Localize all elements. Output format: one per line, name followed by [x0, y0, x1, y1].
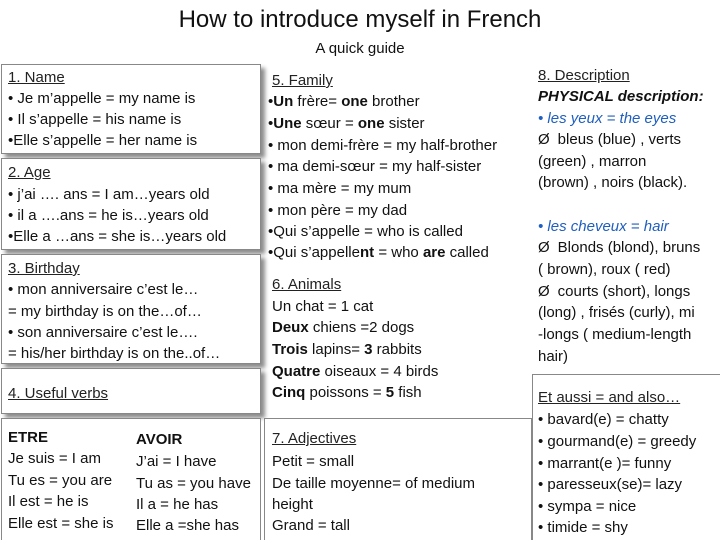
birthday-heading: 3. Birthday: [8, 260, 80, 277]
birthday-line: • mon anniversaire c’est le…: [8, 281, 199, 298]
hair-label: • les cheveux = hair: [538, 218, 669, 235]
also-line: • paresseux(se)= lazy: [538, 476, 683, 493]
family-heading: 5. Family: [272, 72, 333, 89]
family-line: •Une sœur = one sister: [268, 115, 425, 132]
also-line: • sympa = nice: [538, 498, 637, 515]
also-heading: Et aussi = and also…: [538, 389, 681, 406]
avoir-line: Tu as = you have: [136, 475, 251, 492]
description-heading: 8. Description: [538, 67, 630, 84]
eyes-colors-line: (brown) , noirs (black).: [538, 174, 688, 191]
adjectives-line: Grand = tall: [272, 517, 350, 534]
age-line: • il a ….ans = he is…years old: [8, 207, 209, 224]
hair-length-line: Ø courts (short), longs: [538, 283, 691, 300]
hair-colors-line: ( brown), roux ( red): [538, 261, 671, 278]
eyes-colors-line: Ø bleus (blue) , verts: [538, 131, 682, 148]
birthday-line: = my birthday is on the…of…: [8, 303, 202, 320]
adjectives-line: Petit = small: [272, 453, 355, 470]
also-line: • gourmand(e) = greedy: [538, 433, 697, 450]
birthday-line: • son anniversaire c’est le….: [8, 324, 198, 341]
age-line: • j’ai …. ans = I am…years old: [8, 186, 210, 203]
avoir-line: Il a = he has: [136, 496, 219, 513]
arrow-icon: Ø: [538, 131, 550, 148]
animals-line: Quatre oiseaux = 4 birds: [272, 363, 439, 380]
name-line: •Elle s’appelle = her name is: [8, 132, 198, 149]
family-line: • ma demi-sœur = my half-sister: [268, 158, 482, 175]
arrow-icon: Ø: [538, 283, 550, 300]
birthday-line: = his/her birthday is on the..of…: [8, 345, 221, 362]
family-line: • ma mère = my mum: [268, 180, 412, 197]
family-line: •Qui s’appellent = who are called: [268, 244, 489, 261]
also-line: • timide = shy: [538, 519, 628, 536]
animals-heading: 6. Animals: [272, 276, 342, 293]
age-line: •Elle a …ans = she is…years old: [8, 228, 227, 245]
page-title: How to introduce myself in French: [178, 6, 542, 33]
etre-line: Elle est = she is: [8, 515, 114, 532]
name-box: [1, 64, 261, 154]
family-line: •Un frère= one brother: [268, 93, 420, 110]
name-heading: 1. Name: [8, 69, 65, 86]
hair-length-line: -longs ( medium-length: [538, 326, 692, 343]
age-box: [1, 158, 261, 250]
also-line: • bavard(e) = chatty: [538, 411, 669, 428]
etre-line: Je suis = I am: [8, 450, 101, 467]
arrow-icon: Ø: [538, 239, 550, 256]
etre-line: Tu es = you are: [8, 472, 113, 489]
hair-colors-line: Ø Blonds (blond), bruns: [538, 239, 701, 256]
avoir-title: AVOIR: [136, 431, 183, 448]
family-line: •Qui s’appelle = who is called: [268, 223, 463, 240]
eyes-colors-line: (green) , marron: [538, 153, 647, 170]
etre-title: ETRE: [8, 429, 49, 446]
name-line: • Il s’appelle = his name is: [8, 111, 182, 128]
family-line: • mon demi-frère = my half-brother: [268, 137, 498, 154]
verbs-box: [1, 368, 261, 414]
animals-line: Trois lapins= 3 rabbits: [272, 341, 422, 358]
adjectives-box: [264, 418, 532, 540]
family-line: • mon père = my dad: [268, 202, 408, 219]
page-subtitle: A quick guide: [315, 40, 405, 57]
also-line: • marrant(e )= funny: [538, 455, 672, 472]
avoir-line: J’ai = I have: [136, 453, 217, 470]
etre-line: Il est = he is: [8, 493, 89, 510]
verbs-heading: 4. Useful verbs: [8, 385, 109, 402]
animals-line: Deux chiens =2 dogs: [272, 319, 415, 336]
hair-length-line: (long) , frisés (curly), mi: [538, 304, 695, 321]
adjectives-heading: 7. Adjectives: [272, 430, 357, 447]
name-line: • Je m’appelle = my name is: [8, 90, 196, 107]
adjectives-line: height: [272, 496, 313, 513]
hair-length-line: hair): [538, 348, 569, 365]
age-heading: 2. Age: [8, 164, 51, 181]
verbs-table: [1, 418, 261, 540]
eyes-label: • les yeux = the eyes: [538, 110, 677, 127]
physical-label: PHYSICAL description:: [538, 88, 704, 105]
animals-line: Cinq poissons = 5 fish: [272, 384, 422, 401]
also-box: [532, 374, 720, 540]
birthday-box: [1, 254, 261, 364]
avoir-line: Elle a =she has: [136, 517, 239, 534]
animals-line: Un chat = 1 cat: [272, 298, 374, 315]
adjectives-line: De taille moyenne= of medium: [272, 475, 476, 492]
